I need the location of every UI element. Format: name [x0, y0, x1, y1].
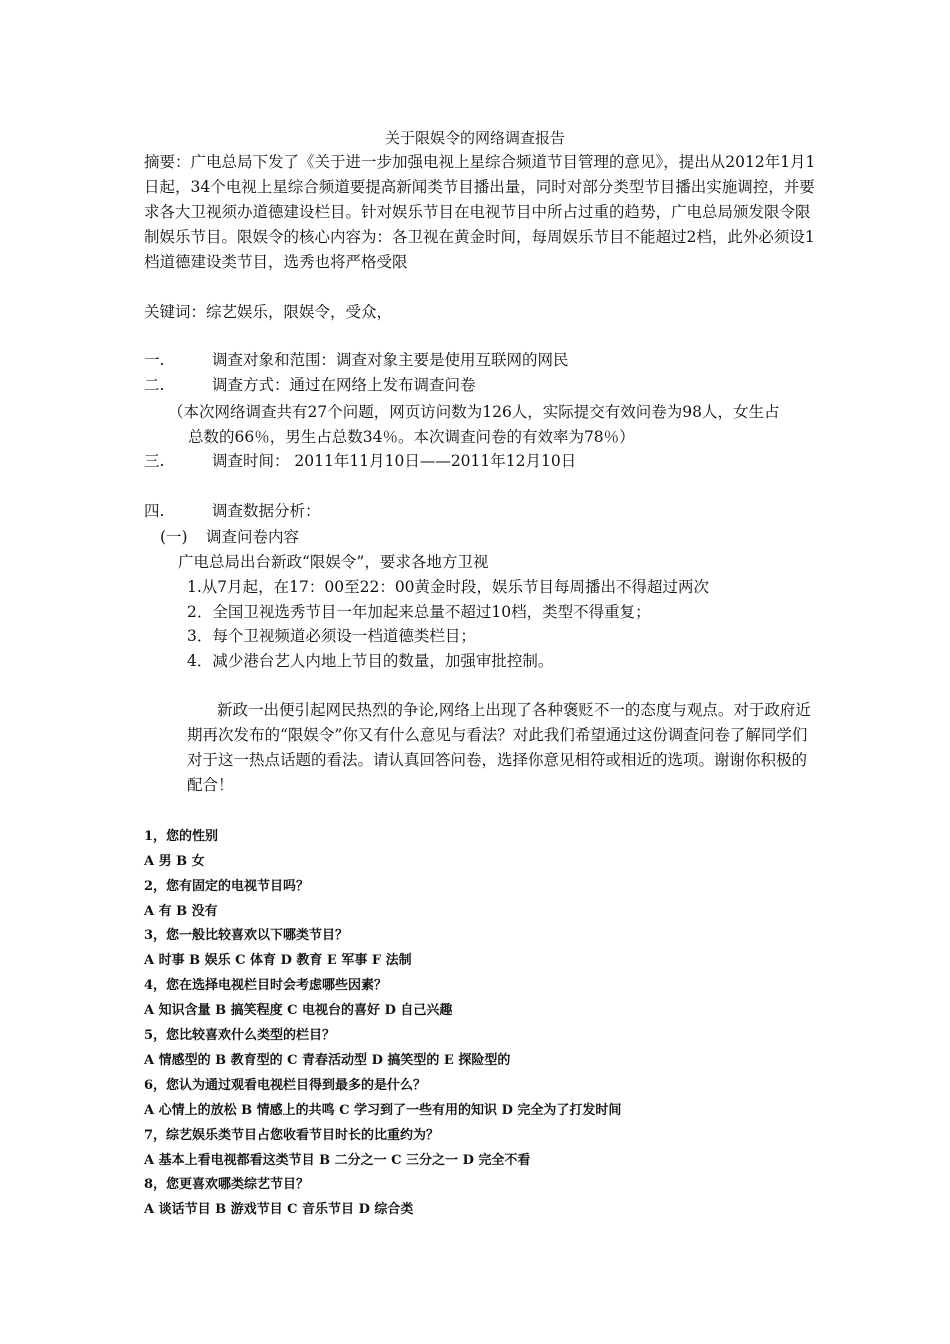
section-number: 一.: [144, 351, 165, 369]
subsection-heading: [160, 525, 299, 547]
survey-intro-paragraph: 新政一出便引起网民热烈的争论,网络上出现了各种褒贬不一的态度与观点。对于政府近期再次发布的“限娱令”你又有什么意见与看法？对此我们希望通过这份调查问卷了解同学们对于这一热点话题的看法。请认真回答问卷，选择你意见相符或相近的选项。谢谢你积极的配合！: [187, 701, 811, 794]
answer-options: A 有 B 没有: [144, 904, 218, 919]
policy-rule-item: 4．减少港台艺人内地上节目的数量，加强审批控制。: [187, 652, 554, 670]
answer-options: A 情感型的 B 教育型的 C 青春活动型 D 搞笑型的 E 探险型的: [144, 1053, 511, 1068]
question-text: 8，您更喜欢哪类综艺节目？: [144, 1177, 310, 1192]
question-text: 1，您的性别: [144, 829, 219, 844]
section-2: [144, 373, 476, 398]
survey-note-line-1: （本次网络调查共有27个问题，网页访问数为126人，实际提交有效问卷为98人，女生占: [168, 403, 780, 421]
keywords-line: 关键词：综艺娱乐，限娱令，受众，: [144, 303, 393, 321]
answer-options: A 基本上看电视都看这类节目 B 二分之一 C 三分之一 D 完全不看: [144, 1153, 531, 1168]
answer-options: A 男 B 女: [144, 854, 205, 869]
answer-options: A 时事 B 娱乐 C 体育 D 教育 E 军事 F 法制: [144, 953, 412, 968]
section-number: 三.: [144, 452, 165, 470]
policy-rule-item: 1.从7月起，在17：00至22：00黄金时段，娱乐节目每周播出不得超过两次: [187, 578, 710, 596]
section-text: 调查对象和范围：调查对象主要是使用互联网的网民: [212, 351, 569, 369]
section-text: 调查时间： 2011年11月10日——2011年12月10日: [212, 452, 577, 470]
section-text: 调查方式：通过在网络上发布调查问卷: [212, 376, 476, 394]
section-text: 调查数据分析：: [212, 502, 321, 520]
section-1: [144, 348, 569, 373]
answer-options: A 谈话节目 B 游戏节目 C 音乐节目 D 综合类: [144, 1202, 414, 1217]
report-title: 关于限娱令的网络调查报告: [384, 129, 565, 147]
policy-intro: 广电总局出台新政“限娱令”，要求各地方卫视: [178, 553, 489, 571]
question-text: 7，综艺娱乐类节目占您收看节目时长的比重约为？: [144, 1128, 440, 1143]
subsection-number: (一): [160, 528, 188, 546]
policy-rule-item: 2．全国卫视选秀节目一年加起来总量不超过10档，类型不得重复；: [187, 603, 651, 621]
question-text: 5，您比较喜欢什么类型的栏目？: [144, 1028, 336, 1043]
survey-note: [168, 400, 818, 450]
question-text: 3，您一般比较喜欢以下哪类节目？: [144, 928, 349, 943]
question-text: 6，您认为通过观看电视栏目得到最多的是什么？: [144, 1078, 427, 1093]
question-text: 4，您在选择电视栏目时会考虑哪些因素？: [144, 978, 388, 993]
section-number: 四.: [144, 502, 165, 520]
answer-options: A 知识含量 B 搞笑程度 C 电视台的喜好 D 自己兴趣: [144, 1003, 453, 1018]
policy-rule-item: 3．每个卫视频道必须设一档道德类栏目；: [187, 627, 476, 645]
section-number: 二.: [144, 376, 165, 394]
section-3: [144, 449, 576, 474]
subsection-text: 调查问卷内容: [206, 528, 300, 546]
abstract-paragraph: 摘要：广电总局下发了《关于进一步加强电视上星综合频道节目管理的意见》，提出从2012年1月1日起，34个电视上星综合频道要提高新闻类节目播出量，同时对部分类型节目播出实施调控，并要求各大卫视须办道德建设栏目。针对娱乐节目在电视节目中所占过重的趋势，广电总局颁发限令限制娱乐节目。限娱令的核心内容为：各卫视在黄金时间，每周娱乐节目不能超过2档，此外必须设1档道德建设类节目，选秀也将严格受限: [144, 153, 816, 271]
answer-options: A 心情上的放松 B 情感上的共鸣 C 学习到了一些有用的知识 D 完全为了打发时间: [144, 1103, 622, 1118]
section-4: [144, 499, 321, 524]
question-text: 2，您有固定的电视节目吗？: [144, 879, 310, 894]
survey-note-line-2: 总数的66％，男生占总数34％。本次调查问卷的有效率为78％）: [188, 428, 635, 446]
